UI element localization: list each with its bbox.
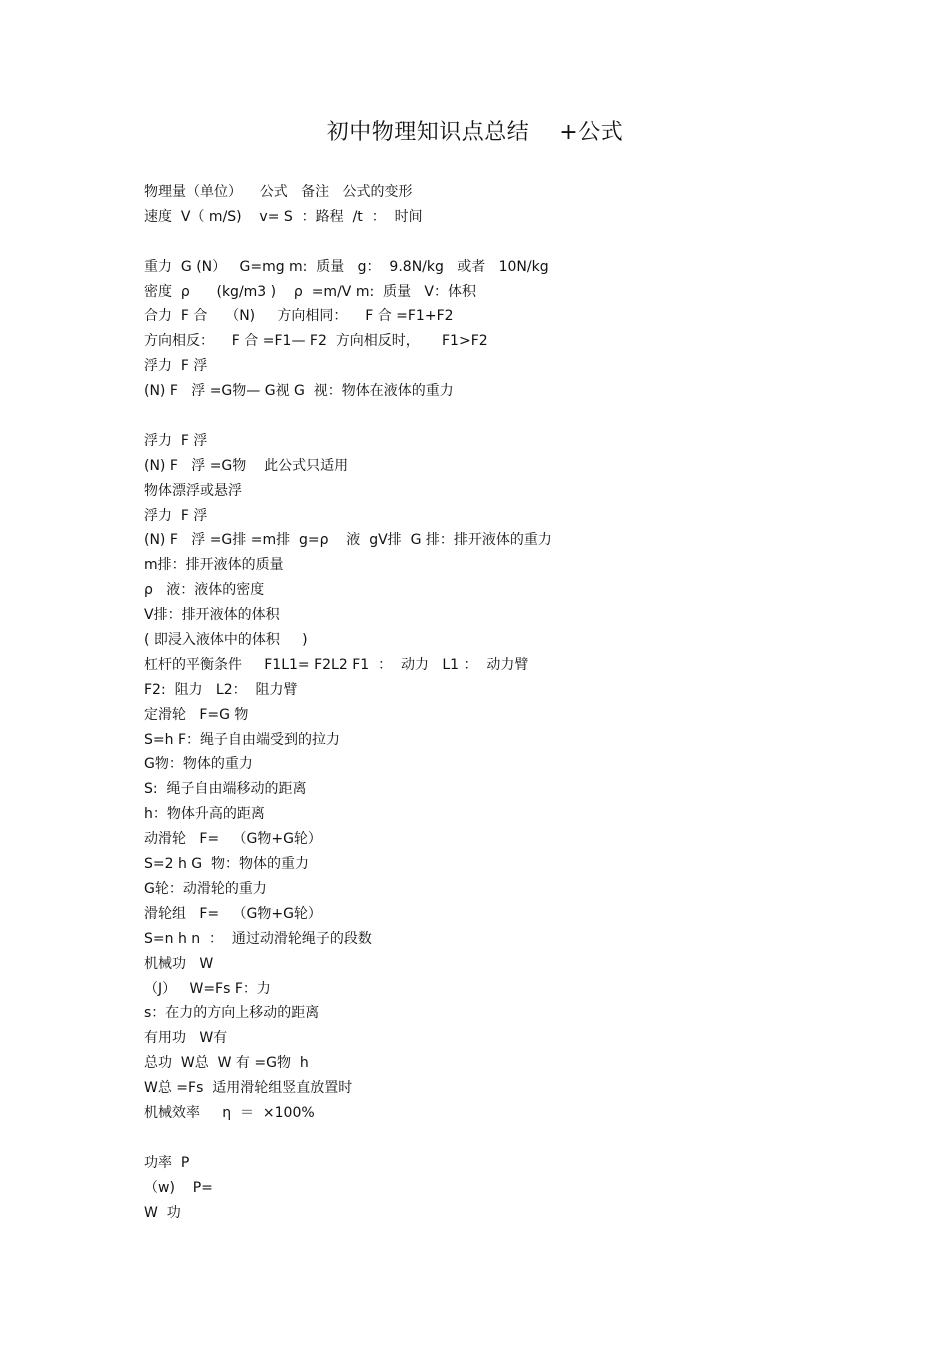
document-line [144,1126,844,1151]
document-line: (N) F 浮 =G物 此公式只适用 [144,457,349,474]
document-line: (N) F 浮 =G物— G视 G 视：物体在液体的重力 [144,383,454,400]
document-line: 动滑轮 F= （G物+G轮） [144,831,322,848]
document-line: 机械效率 η ＝ ×100% [144,1104,315,1121]
document-line: s：在力的方向上移动的距离 [144,1005,320,1022]
document-line: S=n h n ： 通过动滑轮绳子的段数 [144,930,372,947]
document-line: F2: 阻力 L2： 阻力臂 [144,681,298,698]
document-line: h：物体升高的距离 [144,806,265,823]
document-line: G物：物体的重力 [144,756,253,773]
document-line: （w) P= [144,1179,213,1196]
document-line: 滑轮组 F= （G物+G轮） [144,905,322,922]
document-line: G轮：动滑轮的重力 [144,880,267,897]
document-line: S: 绳子自由端移动的距离 [144,781,307,798]
document-line: (N) F 浮 =G排 =m排 g=ρ 液 gV排 G 排：排开液体的重力 [144,532,552,549]
document-line: 杠杆的平衡条件 F1L1= F2L2 F1 ： 动力 L1 ： 动力臂 [144,656,529,673]
document-body [144,180,844,1225]
document-line: m排：排开液体的质量 [144,557,284,574]
document-line: 物理量（单位） 公式 备注 公式的变形 [144,184,413,200]
document-line: 浮力 F 浮 [144,432,208,449]
document-line: W总 =Fs 适用滑轮组竖直放置时 [144,1080,353,1097]
document-line: 物体漂浮或悬浮 [144,482,242,499]
document-line: ( 即浸入液体中的体积 ) [144,632,308,649]
document-line: 浮力 F 浮 [144,507,208,524]
document-line [144,230,844,255]
document-line: S=2 h G 物：物体的重力 [144,856,310,873]
document-line: 密度 ρ (kg/m3 ) ρ =m/V m: 质量 V：体积 [144,283,477,300]
document-line: 总功 W总 W 有 =G物 h [144,1055,309,1072]
document-line: 功率 P [144,1154,190,1171]
document-line: S=h F：绳子自由端受到的拉力 [144,731,340,748]
document-line: 方向相反： F 合 =F1— F2 方向相反时， F1>F2 [144,333,488,350]
document-line: （J） W=Fs F：力 [144,980,271,997]
document-line: 合力 F 合 （N) 方向相同： F 合 =F1+F2 [144,308,454,325]
document-line: 机械功 W [144,955,214,972]
document-line: W 功 [144,1204,181,1221]
document-line: 速度 V（ m/S) v= S ：路程 /t ： 时间 [144,208,423,225]
document-line: V排：排开液体的体积 [144,607,280,624]
document-line: 定滑轮 F=G 物 [144,706,249,723]
document-line: 有用功 W有 [144,1030,228,1047]
document-line [144,404,844,429]
document-line: ρ 液：液体的密度 [144,582,265,599]
document-title: 初中物理知识点总结 +公式 [326,120,624,145]
document-line: 浮力 F 浮 [144,358,208,375]
document-line: 重力 G (N） G=mg m: 质量 g： 9.8N/kg 或者 10N/kg [144,258,549,275]
